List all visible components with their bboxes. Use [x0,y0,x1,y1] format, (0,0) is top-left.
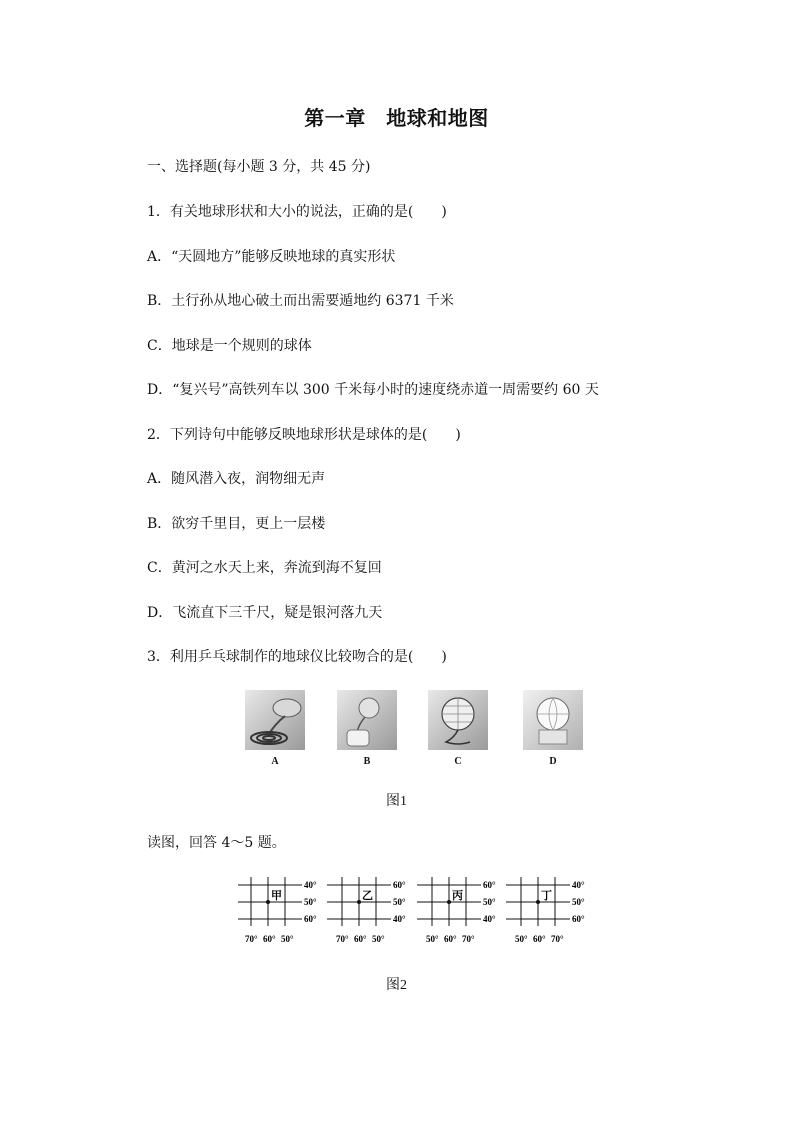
globe-photo-a [245,690,305,750]
grid-bing-lat-2: 50° [483,897,496,907]
grid-bing-lon-1: 50° [426,934,439,944]
figure-2 [0,872,793,962]
question-2-stem: 2．下列诗句中能够反映地球形状是球体的是( ) [147,427,461,443]
grid-ding-lat-3: 60° [572,914,585,924]
figure-1-item-d [513,690,593,767]
grid-jia-lon-2: 60° [263,934,276,944]
figure-1-label-c: C [454,756,462,767]
figure-1-label-b: B [363,756,371,767]
grid-yi-name: 乙 [362,890,373,902]
question-2-option-b: B．欲穷千里目，更上一层楼 [147,516,326,532]
grid-bing-lon-2: 60° [444,934,457,944]
figure-2-caption: 图2 [386,978,407,993]
grid-jia-lat-1: 40° [304,880,317,890]
question-2-option-a: A．随风潜入夜，润物细无声 [147,471,326,487]
grid-ding-lat-2: 50° [572,897,585,907]
question-1-stem: 1．有关地球形状和大小的说法，正确的是( ) [147,204,447,220]
globe-photo-b [337,690,397,750]
grid-jia-lat-3: 60° [304,914,317,924]
grid-ding-lat-1: 40° [572,880,585,890]
question-3-stem: 3．利用乒乓球制作的地球仪比较吻合的是( ) [147,649,447,665]
grid-bing-lat-1: 60° [483,880,496,890]
grid-bing-name: 丙 [452,890,463,902]
figure-1 [0,690,793,770]
question-1-option-c: C．地球是一个规则的球体 [147,338,312,354]
figure-1-item-b [327,690,407,767]
section-heading: 一、选择题(每小题 3 分，共 45 分) [147,159,371,175]
question-1-option-b: B．土行孙从地心破土而出需要遁地约 6371 千米 [147,293,454,309]
grid-yi-lon-2: 60° [354,934,367,944]
grid-ding [506,877,585,944]
grid-yi [327,877,406,944]
grid-yi-lat-3: 40° [393,914,406,924]
grid-bing-lat-3: 40° [483,914,496,924]
question-2-option-d: D．飞流直下三千尺，疑是银河落九天 [147,605,383,621]
figure-1-label-d: D [549,756,557,767]
grid-bing-lon-3: 70° [462,934,475,944]
grid-ding-lon-2: 60° [533,934,546,944]
figure-1-caption: 图1 [386,794,407,809]
grid-jia-lat-2: 50° [304,897,317,907]
chapter-title: 第一章 地球和地图 [304,106,489,130]
grid-jia-lon-3: 50° [281,934,294,944]
globe-photo-d [523,690,583,750]
figure-1-label-a: A [271,756,279,767]
grid-yi-lat-2: 50° [393,897,406,907]
grid-jia-name: 甲 [271,890,282,902]
grid-yi-lon-3: 50° [372,934,385,944]
grid-bing [417,877,496,944]
grid-ding-lon-1: 50° [515,934,528,944]
globe-photo-c [428,690,488,750]
figure-1-item-a [235,690,315,767]
grid-ding-name: 丁 [541,890,552,902]
read-figure-prompt: 读图，回答 4～5 题。 [147,835,286,851]
figure-1-item-c [418,690,498,767]
grid-jia [238,877,317,944]
grid-yi-lon-1: 70° [336,934,349,944]
grid-yi-lat-1: 60° [393,880,406,890]
question-1-option-a: A．“天圆地方”能够反映地球的真实形状 [147,249,396,265]
grid-jia-lon-1: 70° [245,934,258,944]
question-1-option-d: D．“复兴号”高铁列车以 300 千米每小时的速度绕赤道一周需要约 60 天 [147,382,599,398]
grid-ding-lon-3: 70° [551,934,564,944]
question-2-option-c: C．黄河之水天上来，奔流到海不复回 [147,560,382,576]
